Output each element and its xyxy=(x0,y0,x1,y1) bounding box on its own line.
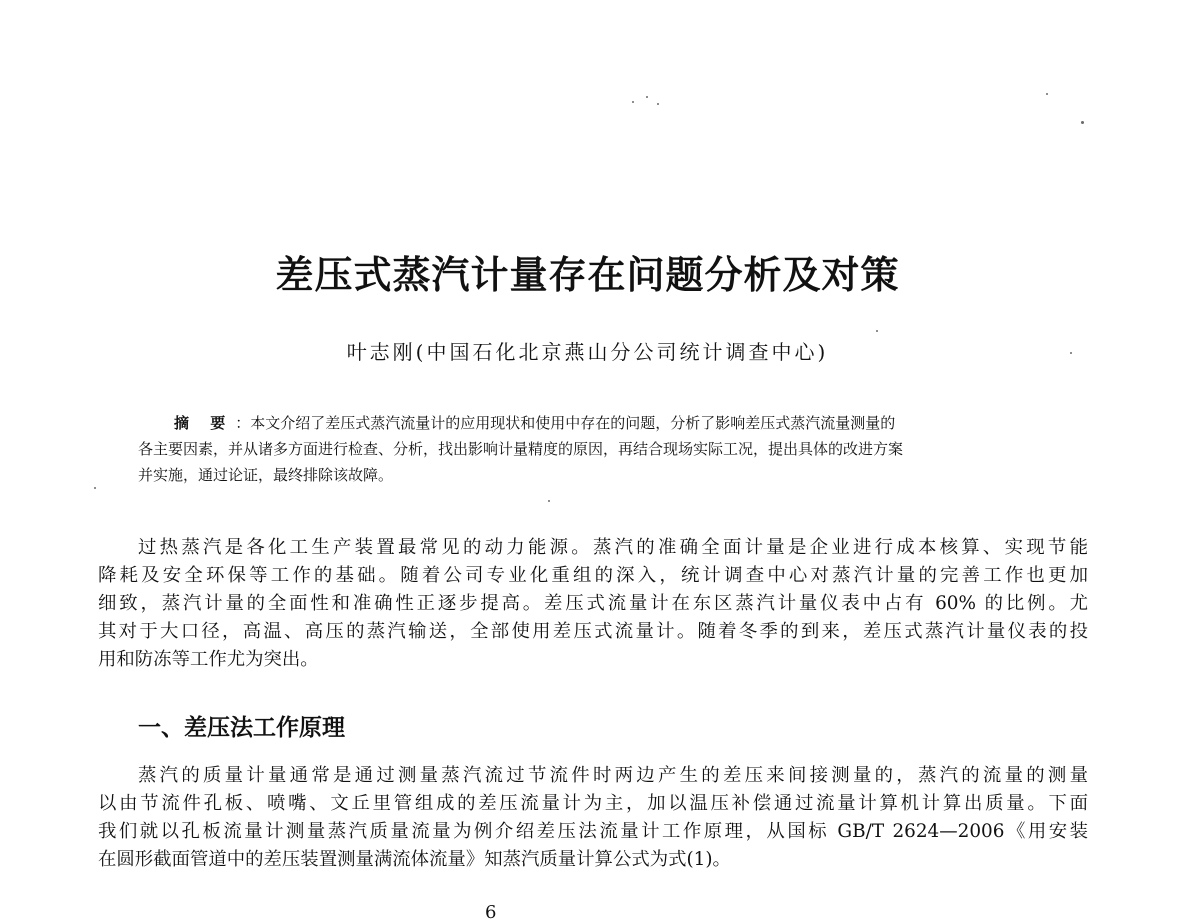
scan-speck xyxy=(657,103,659,105)
abstract-text: ：本文介绍了差压式蒸汽流量计的应用现状和使用中存在的问题，分析了影响差压式蒸汽流量测量的 xyxy=(235,414,896,432)
article-title: 差压式蒸汽计量存在问题分析及对策 xyxy=(275,253,900,297)
abstract-line: 并实施，通过论证，最终排除该故障。 xyxy=(138,466,394,484)
paragraph-line: 用和防冻等工作尤为突出。 xyxy=(98,649,319,670)
section-heading: 一、差压法工作原理 xyxy=(138,715,345,741)
paragraph-line: 蒸汽的质量计量通常是通过测量蒸汽流过节流件时两边产生的差压来间接测量的，蒸汽的流量的测量 xyxy=(138,765,1088,786)
scan-speck xyxy=(876,330,878,332)
scan-speck xyxy=(1046,93,1048,95)
abstract-label: 摘 要 xyxy=(174,414,234,432)
scan-speck xyxy=(94,487,96,489)
intro-paragraph xyxy=(98,534,1088,674)
scan-speck xyxy=(548,500,550,502)
paragraph-line: 细致，蒸汽计量的全面性和准确性正逐步提高。差压式流量计在东区蒸汽计量仪表中占有 60% 的比例。尤 xyxy=(98,593,1088,614)
author-affiliation: 叶志刚(中国石化北京燕山分公司统计调查中心) xyxy=(346,340,829,364)
paragraph-line: 降耗及安全环保等工作的基础。随着公司专业化重组的深入，统计调查中心对蒸汽计量的完善工作也更加 xyxy=(98,565,1088,586)
paragraph-line: 在圆形截面管道中的差压装置测量满流体流量》知蒸汽质量计算公式为式(1)。 xyxy=(98,849,731,870)
scan-speck xyxy=(646,96,648,98)
abstract-line: 各主要因素，并从诸多方面进行检查、分析，找出影响计量精度的原因，再结合现场实际工况，提出具体的改进方案 xyxy=(138,440,904,458)
paragraph-line: 以由节流件孔板、喷嘴、文丘里管组成的差压流量计为主，加以温压补偿通过流量计算机计算出质量。下面 xyxy=(98,793,1088,814)
abstract-block xyxy=(138,410,1048,488)
paragraph-line: 其对于大口径，高温、高压的蒸汽输送，全部使用差压式流量计。随着冬季的到来，差压式蒸汽计量仪表的投 xyxy=(98,621,1088,642)
paragraph-line: 过热蒸汽是各化工生产装置最常见的动力能源。蒸汽的准确全面计量是企业进行成本核算、实现节能 xyxy=(138,537,1088,558)
section-paragraph xyxy=(98,762,1088,874)
scan-speck xyxy=(1081,121,1084,124)
scan-speck xyxy=(632,101,634,103)
paragraph-line: 我们就以孔板流量计测量蒸汽质量流量为例介绍差压法流量计工作原理，从国标 GB/T 2624—2006《用安装 xyxy=(98,821,1088,842)
page-number: 6 xyxy=(485,902,497,923)
abstract-line xyxy=(138,410,1048,436)
